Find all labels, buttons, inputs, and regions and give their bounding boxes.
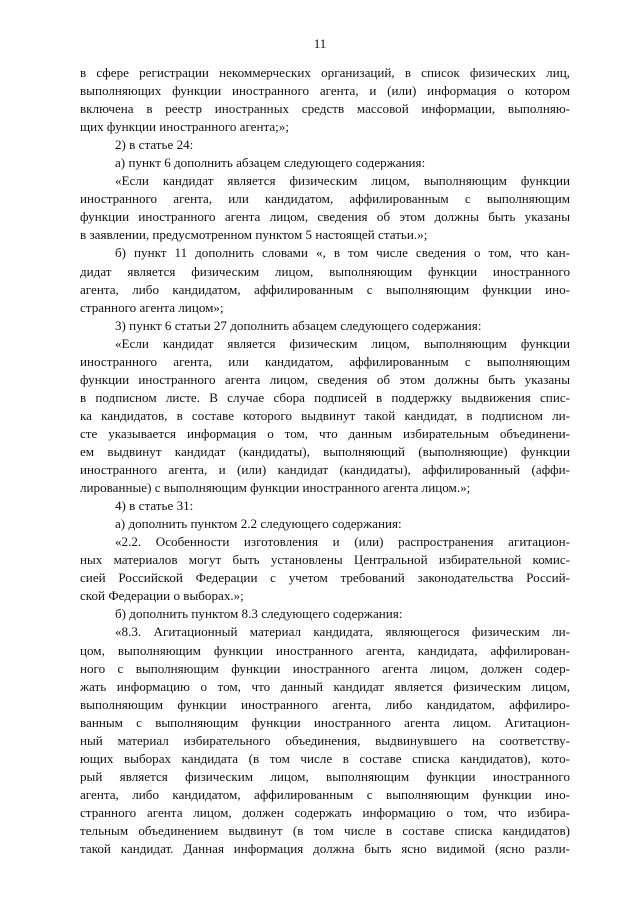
text-line: ской Федерации о выборах.»; xyxy=(80,588,244,604)
text-line: а) дополнить пунктом 2.2 следующего содержания: xyxy=(115,516,402,532)
text-line: «Если кандидат является физическим лицом, выполняющим функции xyxy=(115,173,570,189)
text-line: агента, либо кандидатом, аффилированным с выполняющим функции ино- xyxy=(80,786,570,802)
text-line: странного агента лицом, должен содержать информацию о том, что избира- xyxy=(80,804,570,820)
text-line: тельным объединением выдвинут (в том числе в составе списка кандидатов) xyxy=(80,822,570,838)
text-line: щих функции иностранного агента;»; xyxy=(80,119,289,135)
text-line: сте указывается информация о том, что данным избирательным объединени- xyxy=(80,425,570,441)
text-line: включена в реестр иностранных средств массовой информации, выполняю- xyxy=(80,101,570,117)
text-line: странного агента лицом»; xyxy=(80,299,224,315)
text-line: ных материалов могут быть установлены Центральной избирательной комис- xyxy=(80,552,570,568)
text-line: ка кандидатов, в составе которого выдвинут такой кандидат, в подписном ли- xyxy=(80,407,570,423)
text-line: ющих выборах кандидата (в том числе в составе списка кандидатов), кото- xyxy=(80,750,570,766)
text-line: «Если кандидат является физическим лицом, выполняющим функции xyxy=(115,335,570,351)
text-line: «8.3. Агитационный материал кандидата, являющегося физическим ли- xyxy=(115,624,570,640)
text-line: иностранного агента, или кандидатом, аффилированным с выполняющим xyxy=(80,353,570,369)
text-line: лированные) с выполняющим функции иностранного агента лицом.»; xyxy=(80,480,471,496)
text-line: дидат является физическим лицом, выполняющим функции иностранного xyxy=(80,263,570,279)
page-number: 11 xyxy=(313,36,327,51)
text-line: функции иностранного агента лицом, сведения об этом должны быть указаны xyxy=(80,371,570,387)
document-body xyxy=(80,64,570,858)
text-line: такой кандидат. Данная информация должна быть ясно видимой (ясно разли- xyxy=(80,841,570,857)
text-line: иностранного агента, или кандидатом, аффилированным с выполняющим xyxy=(80,191,570,207)
text-line: цом, выполняющим функции иностранного агента, кандидата, аффилирован- xyxy=(80,642,570,658)
text-line: жать информацию о том, что данный кандидат является физическим лицом, xyxy=(80,678,570,694)
text-line: ем выдвинут кандидат (кандидаты), выполняющий (выполняющие) функции xyxy=(80,443,570,459)
text-line: ванным с выполняющим функции иностранного агента лицом. Агитацион- xyxy=(80,714,570,730)
text-line: «2.2. Особенности изготовления и (или) распространения агитацион- xyxy=(115,534,570,550)
text-line: в подписном листе. В случае сбора подписей в поддержку выдвижения спис- xyxy=(80,389,570,405)
text-line: выполняющих функции иностранного агента, и (или) информация о котором xyxy=(80,83,570,99)
text-line: ный материал избирательного объединения, выдвинувшего на соответству- xyxy=(80,732,570,748)
text-line: функции иностранного агента лицом, сведения об этом должны быть указаны xyxy=(80,209,570,225)
text-line: рый является физическим лицом, выполняющим функции иностранного xyxy=(80,768,570,784)
text-line: ного с выполняющим функции иностранного агента лицом, должен содер- xyxy=(80,660,570,676)
text-line: агента, либо кандидатом, аффилированным с выполняющим функции ино- xyxy=(80,281,570,297)
text-line: в заявлении, предусмотренном пунктом 5 настоящей статьи.»; xyxy=(80,227,428,243)
text-line: а) пункт 6 дополнить абзацем следующего содержания: xyxy=(115,155,426,171)
text-line: иностранного агента, и (или) кандидат (кандидаты), аффилированный (аффи- xyxy=(80,462,570,478)
text-line: сией Российской Федерации с учетом требований законодательства Россий- xyxy=(80,570,570,586)
text-line: 3) пункт 6 статьи 27 дополнить абзацем следующего содержания: xyxy=(115,317,482,333)
text-line: 4) в статье 31: xyxy=(115,498,194,514)
text-line: б) пункт 11 дополнить словами «, в том числе сведения о том, что кан- xyxy=(115,245,570,261)
text-line: выполняющим функции иностранного агента, либо кандидатом, аффилиро- xyxy=(80,696,570,712)
text-line: 2) в статье 24: xyxy=(115,137,194,153)
text-line: б) дополнить пунктом 8.3 следующего содержания: xyxy=(115,606,403,622)
text-line: в сфере регистрации некоммерческих организаций, в список физических лиц, xyxy=(80,65,570,80)
